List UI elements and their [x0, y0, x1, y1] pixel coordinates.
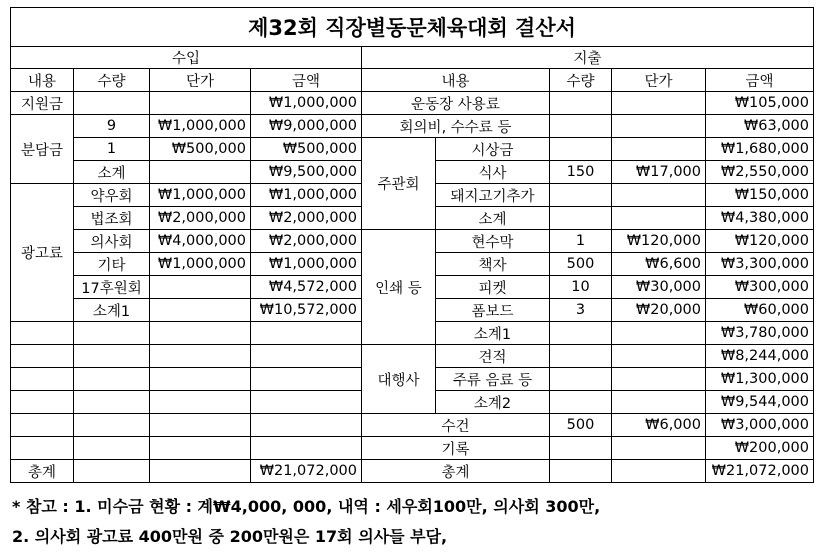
- host-unit: [612, 138, 706, 161]
- print-item: 피켓: [436, 276, 550, 299]
- expense-section-header: 지출: [362, 47, 814, 69]
- host-qty: [550, 138, 612, 161]
- empty-cell: [150, 322, 251, 345]
- empty-cell: [11, 391, 74, 414]
- host-amount: ₩1,680,000: [706, 138, 814, 161]
- settlement-sheet: [10, 7, 814, 483]
- print-unit: ₩6,600: [612, 253, 706, 276]
- meeting-amount: ₩63,000: [706, 115, 814, 138]
- print-amount: ₩3,300,000: [706, 253, 814, 276]
- ad-name: 기타: [74, 253, 150, 276]
- venue-label: 운동장 사용료: [362, 92, 550, 115]
- empty-cell: [251, 437, 362, 460]
- print-unit: ₩30,000: [612, 276, 706, 299]
- empty-cell: [550, 437, 612, 460]
- ad-amount: ₩1,000,000: [251, 253, 362, 276]
- host-group-label: 주관회: [362, 138, 436, 230]
- print-qty: 500: [550, 253, 612, 276]
- host-qty: [550, 207, 612, 230]
- budam-label: 분담금: [11, 115, 74, 184]
- ad-unit: ₩1,000,000: [150, 184, 251, 207]
- venue-amount: ₩105,000: [706, 92, 814, 115]
- agency-item: 견적: [436, 345, 550, 368]
- meeting-label: 회의비, 수수료 등: [362, 115, 550, 138]
- empty-cell: [74, 92, 150, 115]
- empty-cell: [150, 161, 251, 184]
- ad-subtotal-label: 소계1: [74, 299, 150, 322]
- ad-label: 광고료: [11, 184, 74, 322]
- empty-cell: [612, 92, 706, 115]
- print-qty: 1: [550, 230, 612, 253]
- print-item: 폼보드: [436, 299, 550, 322]
- budam-unit: ₩500,000: [150, 138, 251, 161]
- print-qty: 10: [550, 276, 612, 299]
- empty-cell: [612, 368, 706, 391]
- empty-cell: [550, 92, 612, 115]
- budam-subtotal-amount: ₩9,500,000: [251, 161, 362, 184]
- empty-cell: [74, 414, 150, 437]
- empty-cell: [150, 345, 251, 368]
- empty-cell: [11, 322, 74, 345]
- ad-unit: ₩4,000,000: [150, 230, 251, 253]
- host-qty: 150: [550, 161, 612, 184]
- ad-name: 법조회: [74, 207, 150, 230]
- host-item: 식사: [436, 161, 550, 184]
- host-unit: ₩17,000: [612, 161, 706, 184]
- jiwon-label: 지원금: [11, 92, 74, 115]
- note-line-2: 2. 의사회 광고료 400만원 중 200만원은 17회 의사들 부담,: [12, 527, 448, 546]
- expense-col-qty: 수량: [550, 69, 612, 92]
- agency-item: 주류 음료 등: [436, 368, 550, 391]
- empty-cell: [612, 345, 706, 368]
- income-total-label: 총계: [11, 460, 74, 483]
- empty-cell: [150, 460, 251, 483]
- empty-cell: [150, 437, 251, 460]
- empty-cell: [150, 299, 251, 322]
- income-col-amount: 금액: [251, 69, 362, 92]
- host-amount: ₩150,000: [706, 184, 814, 207]
- record-amount: ₩200,000: [706, 437, 814, 460]
- empty-cell: [11, 414, 74, 437]
- print-amount: ₩60,000: [706, 299, 814, 322]
- empty-cell: [251, 368, 362, 391]
- income-total-amount: ₩21,072,000: [251, 460, 362, 483]
- empty-cell: [11, 345, 74, 368]
- empty-cell: [150, 92, 251, 115]
- host-unit: [612, 207, 706, 230]
- ad-amount: ₩1,000,000: [251, 184, 362, 207]
- empty-cell: [150, 391, 251, 414]
- empty-cell: [251, 322, 362, 345]
- host-amount: ₩4,380,000: [706, 207, 814, 230]
- empty-cell: [150, 368, 251, 391]
- empty-cell: [612, 391, 706, 414]
- income-section-header: 수입: [11, 47, 362, 69]
- host-amount: ₩2,550,000: [706, 161, 814, 184]
- print-unit: [612, 322, 706, 345]
- income-col-content: 내용: [11, 69, 74, 92]
- towel-amount: ₩3,000,000: [706, 414, 814, 437]
- ad-unit: [150, 276, 251, 299]
- budam-amount: ₩9,000,000: [251, 115, 362, 138]
- empty-cell: [74, 345, 150, 368]
- print-amount: ₩120,000: [706, 230, 814, 253]
- towel-qty: 500: [550, 414, 612, 437]
- empty-cell: [74, 391, 150, 414]
- print-item: 소계1: [436, 322, 550, 345]
- agency-amount: ₩8,244,000: [706, 345, 814, 368]
- empty-cell: [550, 345, 612, 368]
- expense-col-unit: 단가: [612, 69, 706, 92]
- ad-unit: ₩2,000,000: [150, 207, 251, 230]
- empty-cell: [251, 391, 362, 414]
- agency-group-label: 대행사: [362, 345, 436, 414]
- print-amount: ₩3,780,000: [706, 322, 814, 345]
- expense-col-content: 내용: [362, 69, 550, 92]
- print-item: 책자: [436, 253, 550, 276]
- print-unit: ₩120,000: [612, 230, 706, 253]
- ad-name: 의사회: [74, 230, 150, 253]
- empty-cell: [612, 115, 706, 138]
- print-unit: ₩20,000: [612, 299, 706, 322]
- budam-subtotal-label: 소계: [74, 161, 150, 184]
- ad-unit: ₩1,000,000: [150, 253, 251, 276]
- ad-name: 약우회: [74, 184, 150, 207]
- ad-amount: ₩2,000,000: [251, 230, 362, 253]
- print-amount: ₩300,000: [706, 276, 814, 299]
- empty-cell: [550, 115, 612, 138]
- host-item: 소계: [436, 207, 550, 230]
- page-title: 제32회 직장별동문체육대회 결산서: [11, 8, 814, 47]
- empty-cell: [251, 345, 362, 368]
- empty-cell: [550, 391, 612, 414]
- note-line-1: * 참고 : 1. 미수금 현황 : 계₩4,000, 000, 내역 : 세우회100만, 의사회 300만,: [12, 497, 601, 516]
- empty-cell: [74, 460, 150, 483]
- host-item: 시상금: [436, 138, 550, 161]
- ad-amount: ₩2,000,000: [251, 207, 362, 230]
- budam-qty: 1: [74, 138, 150, 161]
- host-unit: [612, 184, 706, 207]
- ad-name: 17후원회: [74, 276, 150, 299]
- empty-cell: [550, 368, 612, 391]
- empty-cell: [74, 368, 150, 391]
- agency-item: 소계2: [436, 391, 550, 414]
- print-item: 현수막: [436, 230, 550, 253]
- empty-cell: [11, 437, 74, 460]
- empty-cell: [74, 322, 150, 345]
- empty-cell: [251, 414, 362, 437]
- jiwon-amount: ₩1,000,000: [251, 92, 362, 115]
- agency-amount: ₩9,544,000: [706, 391, 814, 414]
- empty-cell: [612, 460, 706, 483]
- agency-amount: ₩1,300,000: [706, 368, 814, 391]
- expense-col-amount: 금액: [706, 69, 814, 92]
- ad-amount: ₩4,572,000: [251, 276, 362, 299]
- host-qty: [550, 184, 612, 207]
- towel-label: 수건: [362, 414, 550, 437]
- host-item: 돼지고기추가: [436, 184, 550, 207]
- record-label: 기록: [362, 437, 550, 460]
- income-col-unit: 단가: [150, 69, 251, 92]
- budam-unit: ₩1,000,000: [150, 115, 251, 138]
- empty-cell: [150, 414, 251, 437]
- empty-cell: [11, 368, 74, 391]
- budam-qty: 9: [74, 115, 150, 138]
- empty-cell: [74, 437, 150, 460]
- income-col-qty: 수량: [74, 69, 150, 92]
- budam-amount: ₩500,000: [251, 138, 362, 161]
- print-group-label: 인쇄 등: [362, 230, 436, 345]
- print-qty: 3: [550, 299, 612, 322]
- empty-cell: [550, 460, 612, 483]
- settlement-table: [10, 7, 814, 483]
- expense-total-label: 총계: [362, 460, 550, 483]
- expense-total-amount: ₩21,072,000: [706, 460, 814, 483]
- empty-cell: [612, 437, 706, 460]
- ad-subtotal-amount: ₩10,572,000: [251, 299, 362, 322]
- print-qty: [550, 322, 612, 345]
- towel-unit: ₩6,000: [612, 414, 706, 437]
